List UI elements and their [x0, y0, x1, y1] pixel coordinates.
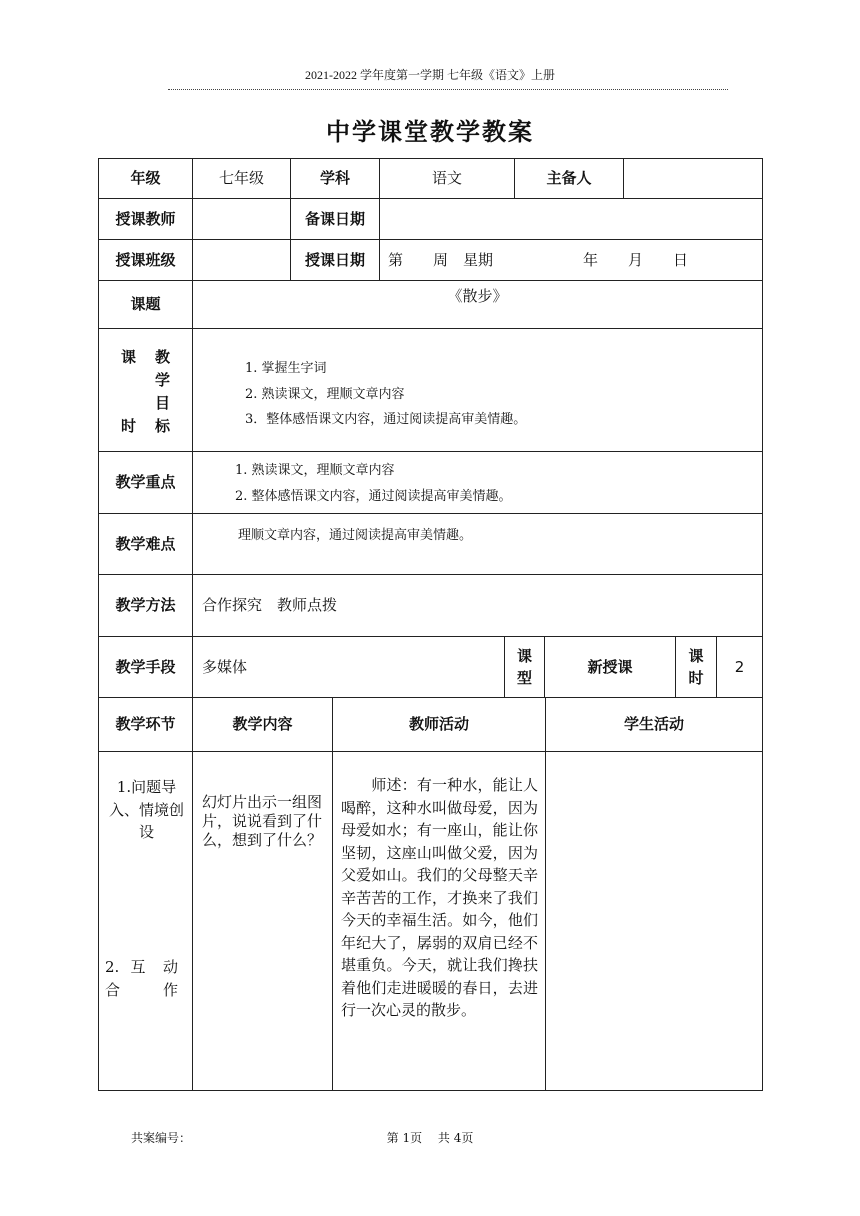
class-label: 授课班级 — [98, 239, 193, 281]
header-divider — [168, 89, 728, 90]
class-hours-value: 2 — [716, 636, 763, 698]
objectives-label-char: 标 — [155, 417, 171, 435]
prep-date-value — [379, 198, 763, 240]
stage-item: 2. 互 动 合作 — [105, 958, 178, 999]
preparer-value — [623, 158, 763, 199]
teach-date-value: 第 周 星期 年 月 日 — [379, 239, 763, 281]
difficulty-value: 理顺文章内容，通过阅读提高审美情趣。 — [192, 513, 763, 575]
objectives-label-char: 目 — [155, 394, 171, 412]
objective-item: 3．整体感悟课文内容，通过阅读提高审美情趣。 — [245, 412, 527, 428]
teacher-activity-cell: 师述：有一种水，能让人喝醉，这种水叫做母爱，因为母爱如水；有一座山，能让你坚韧，这座山叫做父爱，因为父爱如山。我们的父母整天辛辛苦苦的工作，才换来了我们今天的幸福生活。如今，他们年纪大了，孱弱的双肩已经不堪重负。今天，就让我们搀扶着他们走进暖暖的春日，去进行一次心灵的散步。 — [332, 751, 546, 1091]
case-number-label: 共案编号： — [131, 1131, 192, 1145]
subject-label: 学科 — [290, 158, 380, 199]
column-header-stage: 教学环节 — [98, 697, 193, 752]
teacher-value — [192, 198, 291, 240]
page-title: 中学课堂教学教案 — [326, 118, 534, 146]
page-number: 第 1页 共 4页 — [386, 1131, 474, 1145]
content-cell: 幻灯片出示一组图片，说说看到了什么，想到了什么？ — [192, 751, 333, 1091]
objectives-label-char: 教 — [155, 348, 171, 366]
class-hours-label: 课时 — [675, 636, 717, 698]
method-value: 合作探究 教师点拨 — [192, 574, 763, 637]
objective-item: 2. 熟读课文，理顺文章内容 — [245, 386, 405, 402]
grade-value: 七年级 — [192, 158, 291, 199]
key-points-content — [192, 451, 763, 514]
topic-value: 《散步》 — [192, 280, 763, 329]
preparer-label: 主备人 — [514, 158, 624, 199]
teach-date-label: 授课日期 — [290, 239, 380, 281]
subject-value: 语文 — [379, 158, 515, 199]
topic-label: 课题 — [98, 280, 193, 329]
objectives-label-char: 学 — [155, 371, 171, 389]
means-label: 教学手段 — [98, 636, 193, 698]
objectives-label-char: 时 — [121, 417, 137, 435]
teacher-label: 授课教师 — [98, 198, 193, 240]
student-activity-cell — [545, 751, 763, 1091]
lesson-type-value: 新授课 — [544, 636, 676, 698]
stage-cell — [98, 751, 193, 1091]
stage-item: 1.问题导入、情境创设 — [108, 778, 184, 841]
grade-label: 年级 — [98, 158, 193, 199]
key-point-item: 2. 整体感悟课文内容，通过阅读提高审美情趣。 — [235, 488, 512, 504]
objectives-content — [192, 328, 763, 452]
objectives-label — [98, 328, 193, 452]
objectives-label-char: 课 — [121, 348, 137, 366]
column-header-teacher: 教师活动 — [332, 697, 546, 752]
key-points-label: 教学重点 — [98, 451, 193, 514]
prep-date-label: 备课日期 — [290, 198, 380, 240]
method-label: 教学方法 — [98, 574, 193, 637]
difficulty-label: 教学难点 — [98, 513, 193, 575]
objective-item: 1. 掌握生字词 — [245, 361, 327, 376]
page-header: 2021-2022 学年度第一学期 七年级《语文》上册 — [305, 68, 555, 82]
column-header-content: 教学内容 — [192, 697, 333, 752]
class-value — [192, 239, 291, 281]
key-point-item: 1. 熟读课文，理顺文章内容 — [235, 463, 395, 478]
column-header-student: 学生活动 — [545, 697, 763, 752]
means-value: 多媒体 — [192, 636, 505, 698]
lesson-type-label: 课型 — [504, 636, 545, 698]
